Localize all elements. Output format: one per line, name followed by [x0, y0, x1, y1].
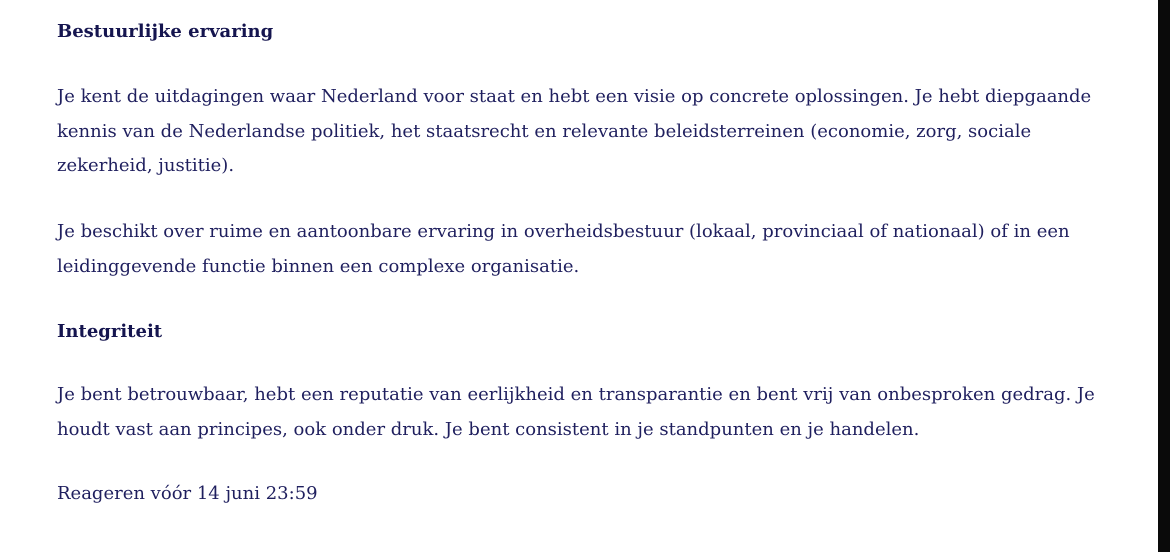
window-edge	[1158, 0, 1170, 552]
paragraph-integriteit: Je bent betrouwbaar, hebt een reputatie van eerlijkheid en transparantie en bent vrij van onbesproken gedrag. Je houdt vast aan principes, ook onder druk. Je bent consistent in je standpunten en je handelen.	[57, 384, 1095, 440]
deadline-text: Reageren vóór 14 juni 23:59	[57, 483, 318, 504]
paragraph-ervaring-overheidsbestuur: Je beschikt over ruime en aantoonbare ervaring in overheidsbestuur (lokaal, provinciaal of nationaal) of in een leidinggevende functie binnen een complexe organisatie.	[57, 221, 1070, 277]
paragraph-uitdagingen: Je kent de uitdagingen waar Nederland voor staat en hebt een visie op concrete oplossingen. Je hebt diepgaande kennis van de Nederlandse politiek, het staatsrecht en relevante beleidsterreinen (economie, zorg, sociale zekerheid, justitie).	[57, 86, 1092, 176]
section-heading-integriteit: Integriteit	[57, 321, 163, 342]
section-heading-bestuurlijke-ervaring: Bestuurlijke ervaring	[57, 21, 274, 42]
